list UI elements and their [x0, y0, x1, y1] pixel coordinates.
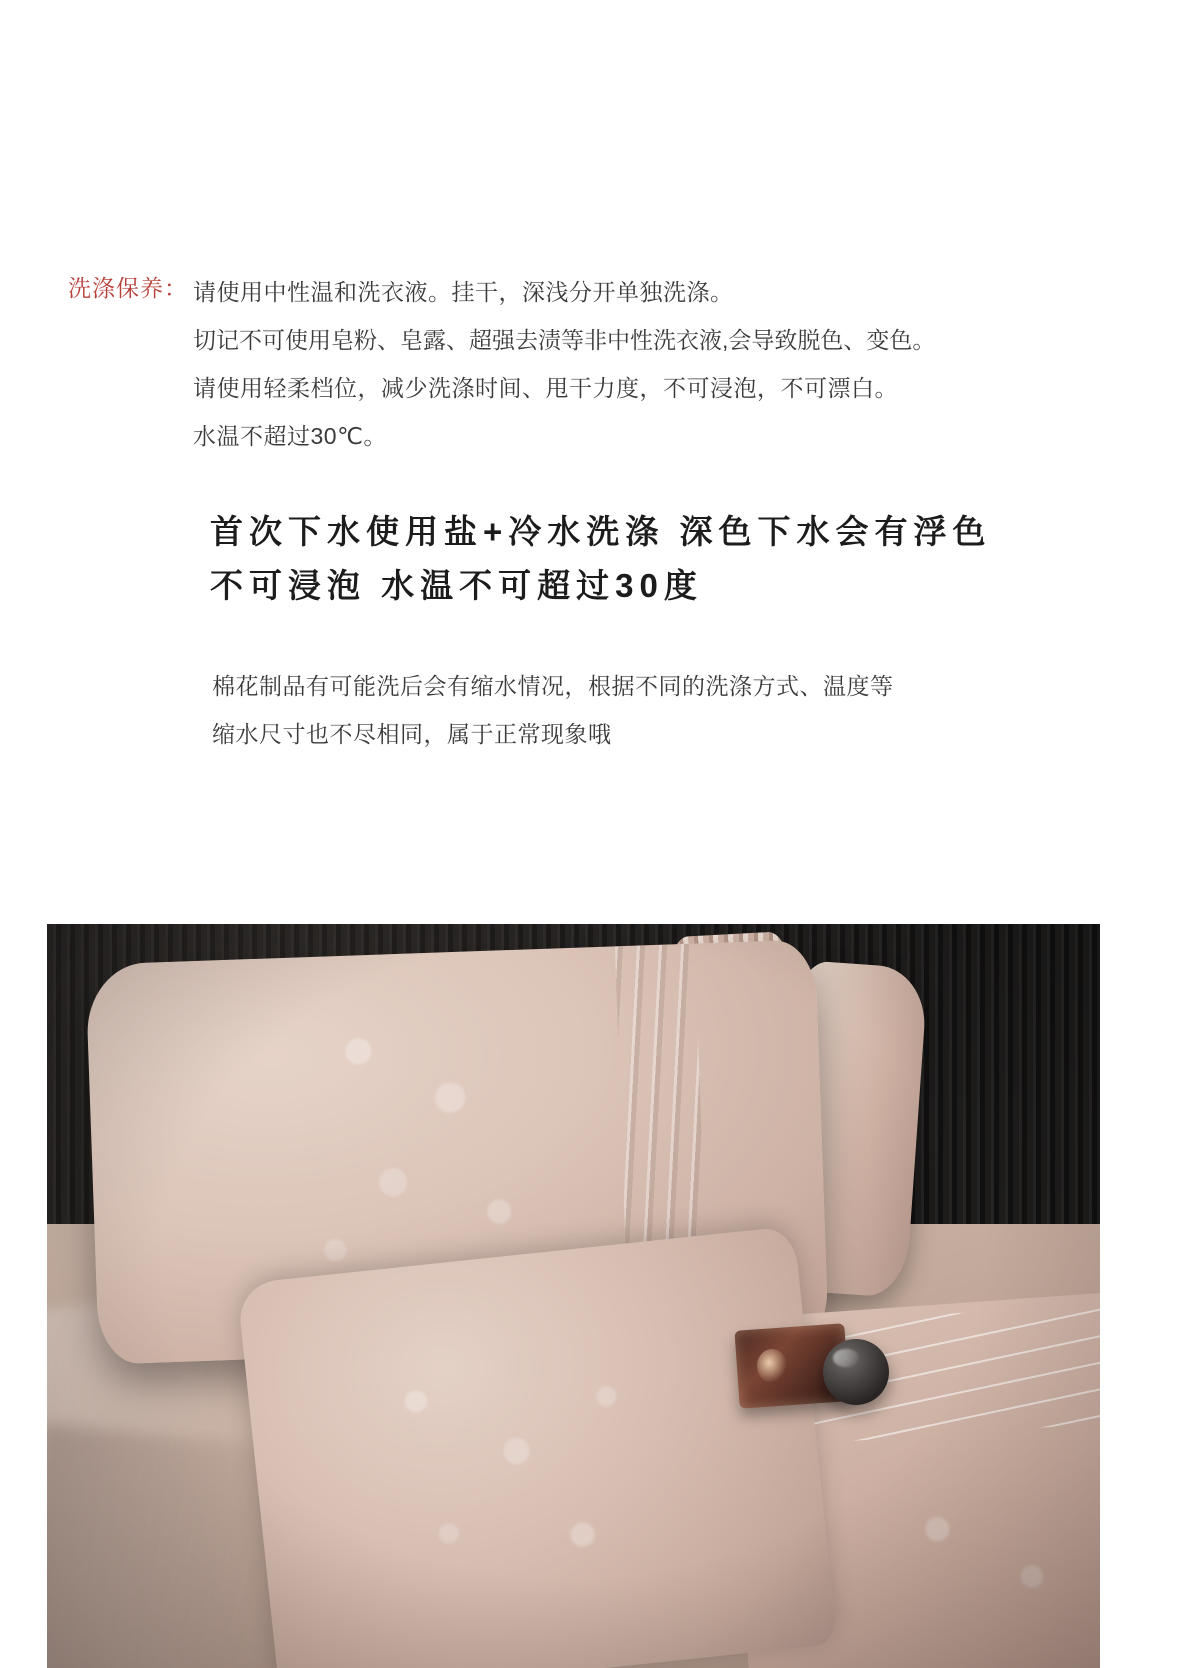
care-line-1: 请使用中性温和洗衣液。挂干，深浅分开单独洗涤。 [193, 279, 734, 305]
perfume-bottle-cap [823, 1339, 889, 1405]
care-line-2: 切记不可使用皂粉、皂露、超强去渍等非中性洗衣液,会导致脱色、变色。 [193, 327, 936, 353]
highlight-warning-block [210, 505, 1130, 613]
care-instructions-block [68, 268, 1128, 460]
front-cushion [237, 1226, 838, 1668]
care-line-3: 请使用轻柔档位，减少洗涤时间、甩干力度，不可浸泡，不可漂白。 [193, 375, 898, 401]
perfume-cap-highlight [833, 1349, 859, 1367]
highlight-line-2: 不可浸泡 水温不可超过30度 [210, 567, 703, 604]
product-photo [47, 924, 1100, 1668]
highlight-line-1: 首次下水使用盐+冷水洗涤 深色下水会有浮色 [210, 513, 992, 550]
care-line-4: 水温不超过30℃。 [193, 423, 387, 449]
care-row [68, 268, 1128, 460]
cushion-embroidery [332, 1295, 741, 1633]
perfume-bottle-glint [757, 1349, 787, 1383]
duvet-embroidery [856, 1463, 1100, 1661]
perfume-bottle [737, 1309, 857, 1409]
care-lines [193, 268, 1128, 460]
shrinkage-note-block [212, 662, 1112, 758]
care-label-colon: ： [164, 275, 187, 301]
note-line-2: 缩水尺寸也不尽相同，属于正常现象哦 [212, 721, 612, 747]
care-label: 洗涤保养 [68, 275, 164, 301]
note-line-1: 棉花制品有可能洗后会有缩水情况，根据不同的洗涤方式、温度等 [212, 673, 894, 699]
